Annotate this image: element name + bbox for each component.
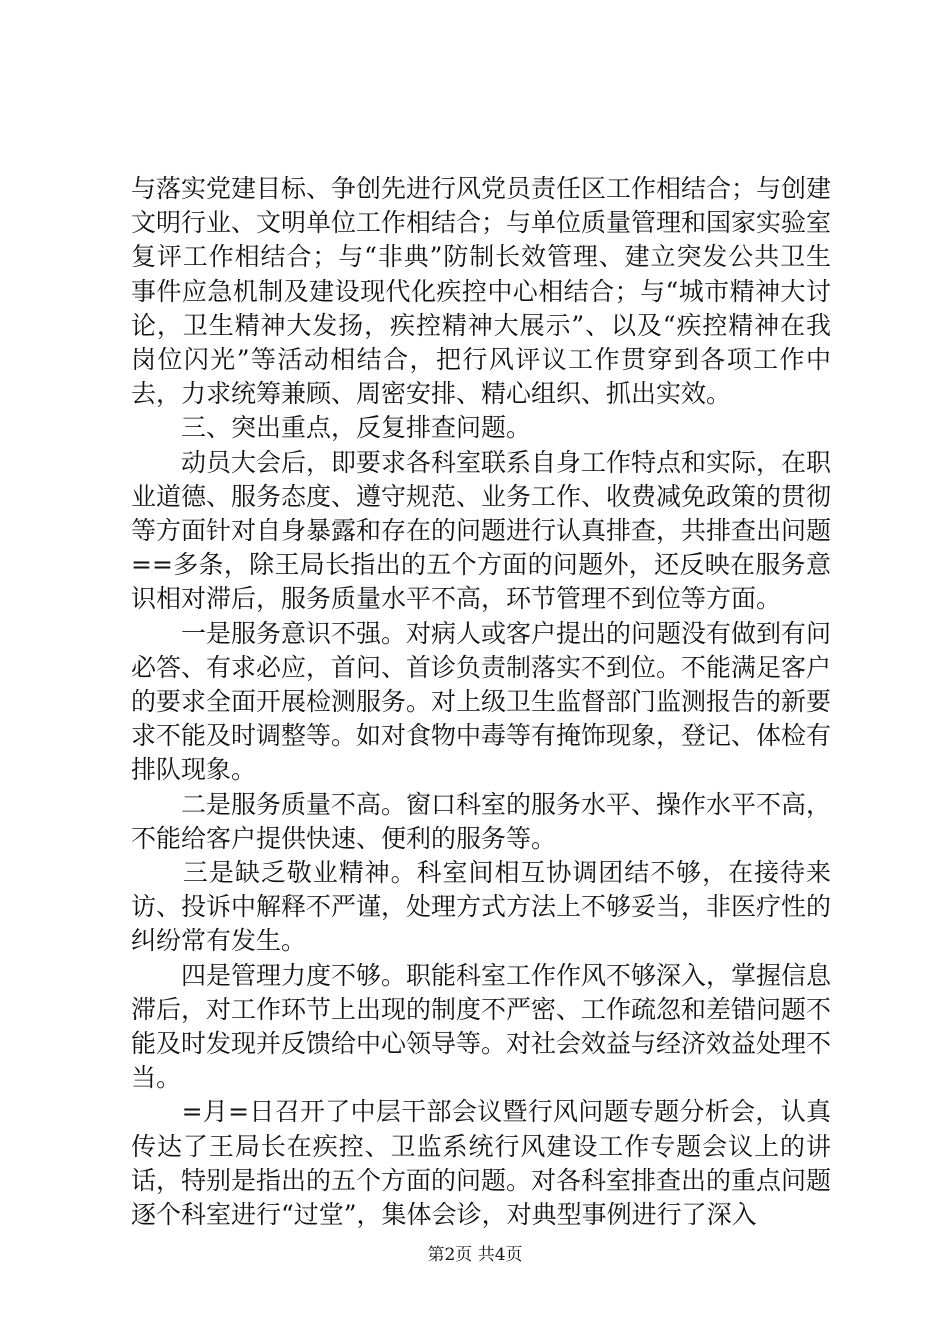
paragraph-meeting: =月=日召开了中层干部会议暨行风问题专题分析会，认真传达了王局长在疾控、卫监系统行风建设工作专题会议上的讲话，特别是指出的五个方面的问题。对各科室排查出的重点问题逐个科室进行“过堂”，集体会诊，对典型事例进行了深入 <box>131 1097 832 1230</box>
section-heading-3: 三、突出重点，反复排查问题。 <box>131 413 532 443</box>
paragraph-issue-1: 一是服务意识不强。对病人或客户提出的问题没有做到有问必答、有求必应，首问、首诊负责制落实不到位。不能满足客户的要求全面开展检测服务。对上级卫生监督部门监测报告的新要求不能及时调整等。如对食物中毒等有掩饰现象，登记、体检有排队现象。 <box>131 618 832 785</box>
paragraph-issue-4: 四是管理力度不够。职能科室工作作风不够深入，掌握信息滞后，对工作环节上出现的制度不严密、工作疏忽和差错问题不能及时发现并反馈给中心领导等。对社会效益与经济效益处理不当。 <box>131 960 832 1093</box>
paragraph-issue-2: 二是服务质量不高。窗口科室的服务水平、操作水平不高，不能给客户提供快速、便利的服务等。 <box>131 789 832 853</box>
paragraph-issue-3: 三是缺乏敬业精神。科室间相互协调团结不够，在接待来访、投诉中解释不严谨，处理方式方法上不够妥当，非医疗性的纠纷常有发生。 <box>131 858 832 956</box>
paragraph-intro: 与落实党建目标、争创先进行风党员责任区工作相结合；与创建文明行业、文明单位工作相结合；与单位质量管理和国家实验室复评工作相结合；与“非典”防制长效管理、建立突发公共卫生事件应急机制及建设现代化疾控中心相结合；与“城市精神大讨论，卫生精神大发扬，疾控精神大展示”、以及“疾控精神在我岗位闪光”等活动相结合，把行风评议工作贯穿到各项工作中去，力求统筹兼顾、周密安排、精心组织、抓出实效。 <box>131 174 832 409</box>
page-number-footer: 第2页 共4页 <box>427 1245 523 1265</box>
document-body <box>131 172 831 1232</box>
paragraph-mobilization: 动员大会后，即要求各科室联系自身工作特点和实际，在职业道德、服务态度、遵守规范、业务工作、收费减免政策的贯彻等方面针对自身暴露和存在的问题进行认真排查，共排查出问题==多条，除王局长指出的五个方面的问题外，还反映在服务意识相对滞后，服务质量水平不高，环节管理不到位等方面。 <box>131 447 832 614</box>
